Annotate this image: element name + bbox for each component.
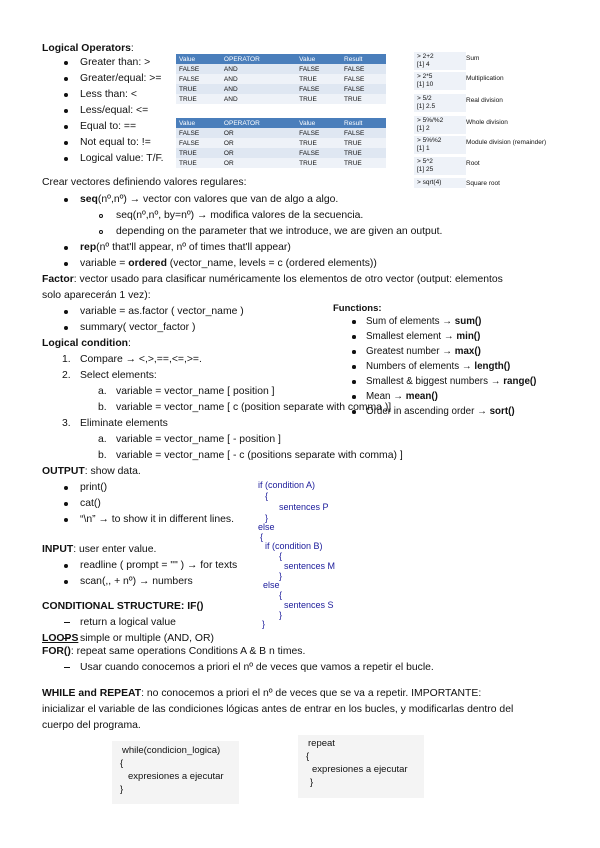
bullet	[64, 125, 68, 129]
seq-sub-item: seq(nº,nº, by=nº) → modifica valores de la secuencia.	[116, 210, 364, 221]
code-line: sentences P	[279, 502, 329, 512]
code-line: {	[260, 532, 264, 542]
sub-bullet	[99, 214, 103, 218]
bullet	[64, 141, 68, 145]
op-description: Square root	[466, 180, 500, 187]
rep-item: rep(nº that'll appear, nº of times that'll appear)	[80, 242, 291, 253]
conditional-item: simple or multiple (AND, OR)	[80, 633, 214, 644]
code-line: while(condicion_logica)	[122, 745, 221, 756]
bullet	[64, 486, 68, 490]
logical-operators-title: Logical Operators:	[42, 43, 134, 54]
list-item: Greater than: >	[80, 57, 151, 68]
code-line: {	[279, 551, 283, 561]
factor-line-1: Factor: vector usado para clasificar numéricamente los elementos de otro vector (output: elementos	[42, 274, 503, 285]
conditional-structure-title: CONDITIONAL STRUCTURE: IF()	[42, 601, 204, 612]
condition-item: Compare → <,>,==,<=,>=.	[80, 354, 202, 365]
while-line-1: WHILE and REPEAT: no conocemos a priori el nº de veces que se va a repetir. IMPORTANTE:	[42, 688, 482, 699]
bullet	[64, 77, 68, 81]
bullet	[64, 198, 68, 202]
while-code-box	[112, 741, 239, 804]
bullet	[64, 564, 68, 568]
while-line-2: inicializar el variable de las condiciones lógicas antes de entrar en los bucles, y modificarlas dentro del	[42, 704, 514, 715]
input-item: scan(,, + nº) → numbers	[80, 576, 193, 587]
table-row: FALSE OR TRUE TRUE	[176, 138, 386, 148]
output-heading: OUTPUT: show data.	[42, 466, 141, 477]
code-line: else	[258, 522, 275, 532]
factor-item: summary( vector_factor )	[80, 322, 196, 333]
bullet	[64, 157, 68, 161]
or-truth-table: Value OPERATOR Value Result FALSE OR FALSE FALSE FALSE OR TRUE TRUE TRUE OR FALSE TRUE TRUE OR TRUE TRUE	[176, 118, 386, 168]
dash-bullet	[64, 667, 70, 668]
r-console-snippet: > 2*5 [1] 10	[414, 72, 466, 90]
op-description: Multiplication	[466, 75, 504, 82]
code-line: }	[265, 513, 269, 523]
factor-line-2: solo aparecerán 1 vez):	[42, 290, 151, 301]
table-row: TRUE OR TRUE TRUE	[176, 158, 386, 168]
code-line: if (condition A)	[258, 480, 316, 490]
while-line-3: cuerpo del programa.	[42, 720, 141, 731]
bullet	[64, 502, 68, 506]
function-item: Greatest number → max()	[366, 346, 481, 357]
bullet	[64, 246, 68, 250]
r-console-snippet: > 5/2 [1] 2.5	[414, 94, 466, 112]
sub-bullet	[99, 230, 103, 234]
list-letter: a.	[98, 434, 107, 445]
factor-item: variable = as.factor ( vector_name )	[80, 306, 244, 317]
code-line: {	[279, 590, 283, 600]
list-item: Not equal to: !=	[80, 137, 151, 148]
input-item: readline ( prompt = "" ) → for texts	[80, 560, 238, 571]
output-item: “\n” → to show it in different lines.	[80, 514, 235, 525]
condition-sub-item: variable = vector_name [ position ]	[116, 386, 275, 397]
condition-item: Select elements:	[80, 370, 157, 381]
condition-sub-item: variable = vector_name [ - c (positions separate with comma) ]	[116, 450, 403, 461]
vectores-intro: Crear vectores definiendo valores regulares:	[42, 177, 247, 188]
dash-bullet	[64, 622, 70, 623]
table-row: FALSE AND TRUE FALSE	[176, 74, 386, 84]
loops-title: LOOPS	[42, 633, 79, 644]
table-row: FALSE AND FALSE FALSE	[176, 64, 386, 74]
list-letter: a.	[98, 386, 107, 397]
bullet	[64, 518, 68, 522]
list-item: Equal to: ==	[80, 121, 137, 132]
function-item: Sum of elements → sum()	[366, 316, 482, 327]
bullet	[64, 310, 68, 314]
code-line: if (condition B)	[265, 541, 323, 551]
functions-title: Functions:	[333, 303, 382, 314]
bullet	[352, 335, 356, 339]
list-item: Logical value: T/F.	[80, 153, 164, 164]
conditional-item: return a logical value	[80, 617, 176, 628]
code-line: sentences S	[284, 600, 334, 610]
bullet	[64, 109, 68, 113]
code-line: expresiones a ejecutar	[312, 764, 408, 775]
table-row: TRUE AND FALSE FALSE	[176, 84, 386, 94]
op-description: Whole division	[466, 119, 508, 126]
code-line: {	[306, 751, 310, 762]
r-console-snippet: > 5%/%2 [1] 2	[414, 116, 466, 134]
r-console-snippet: > 5^2 [1] 25	[414, 157, 466, 175]
bullet	[352, 380, 356, 384]
code-line: repeat	[308, 738, 335, 749]
op-description: Module division (remainder)	[466, 139, 547, 146]
r-console-snippet: > sqrt(4)	[414, 178, 466, 188]
condition-sub-item: variable = vector_name [ - position ]	[116, 434, 281, 445]
seq-item: seq(nº,nº) → vector con valores que van de algo a algo.	[80, 194, 339, 205]
output-item: cat()	[80, 498, 101, 509]
r-console-snippet: > 2+2 [1] 4	[414, 52, 466, 70]
code-line: else	[263, 580, 280, 590]
code-line: expresiones a ejecutar	[128, 771, 224, 782]
function-item: Smallest element → min()	[366, 331, 481, 342]
bullet	[64, 580, 68, 584]
code-line: {	[265, 491, 269, 501]
bullet	[352, 365, 356, 369]
op-description: Sum	[466, 55, 480, 62]
table-row: FALSE OR FALSE FALSE	[176, 128, 386, 138]
list-letter: b.	[98, 450, 107, 461]
bullet	[64, 262, 68, 266]
op-description: Root	[466, 160, 480, 167]
table-row: TRUE OR FALSE TRUE	[176, 148, 386, 158]
list-item: Less/equal: <=	[80, 105, 149, 116]
bullet	[64, 61, 68, 65]
list-number: 2.	[62, 370, 71, 381]
r-console-snippet: > 5%%2 [1] 1	[414, 136, 466, 154]
code-line: {	[120, 758, 124, 769]
condition-item: Eliminate elements	[80, 418, 168, 429]
code-line: }	[262, 619, 266, 629]
function-item: Numbers of elements → length()	[366, 361, 511, 372]
bullet	[352, 320, 356, 324]
for-heading: FOR(): repeat same operations Conditions A & B n times.	[42, 646, 306, 657]
logical-condition-title: Logical condition:	[42, 338, 131, 349]
output-item: print()	[80, 482, 108, 493]
list-letter: b.	[98, 402, 107, 413]
input-heading: INPUT: user enter value.	[42, 544, 157, 555]
function-item: Mean → mean()	[366, 391, 438, 402]
list-number: 1.	[62, 354, 71, 365]
function-item: Smallest & biggest numbers → range()	[366, 376, 537, 387]
and-truth-table: Value OPERATOR Value Result FALSE AND FALSE FALSE FALSE AND TRUE FALSE TRUE AND FALSE FALSE TRUE AND TRUE TRUE	[176, 54, 386, 104]
table-row: TRUE AND TRUE TRUE	[176, 94, 386, 104]
for-item: Usar cuando conocemos a priori el nº de veces que vamos a repetir el bucle.	[80, 662, 434, 673]
bullet	[352, 350, 356, 354]
list-number: 3.	[62, 418, 71, 429]
code-line: }	[310, 777, 314, 788]
code-line: }	[120, 784, 124, 795]
list-item: Less than: <	[80, 89, 137, 100]
condition-sub-item: variable = vector_name [ c (position separate with comma )]	[116, 402, 392, 413]
code-line: }	[279, 610, 283, 620]
bullet	[64, 326, 68, 330]
code-line: }	[279, 571, 283, 581]
bullet	[352, 395, 356, 399]
code-line: sentences M	[284, 561, 336, 571]
seq-sub-item: depending on the parameter that we introduce, we are given an output.	[116, 226, 443, 237]
function-item: Order in ascending order → sort()	[366, 406, 515, 417]
op-description: Real division	[466, 97, 503, 104]
list-item: Greater/equal: >=	[80, 73, 162, 84]
ordered-item: variable = ordered (vector_name, levels = c (ordered elements))	[80, 258, 377, 269]
repeat-code-box	[298, 735, 424, 798]
bullet	[64, 93, 68, 97]
